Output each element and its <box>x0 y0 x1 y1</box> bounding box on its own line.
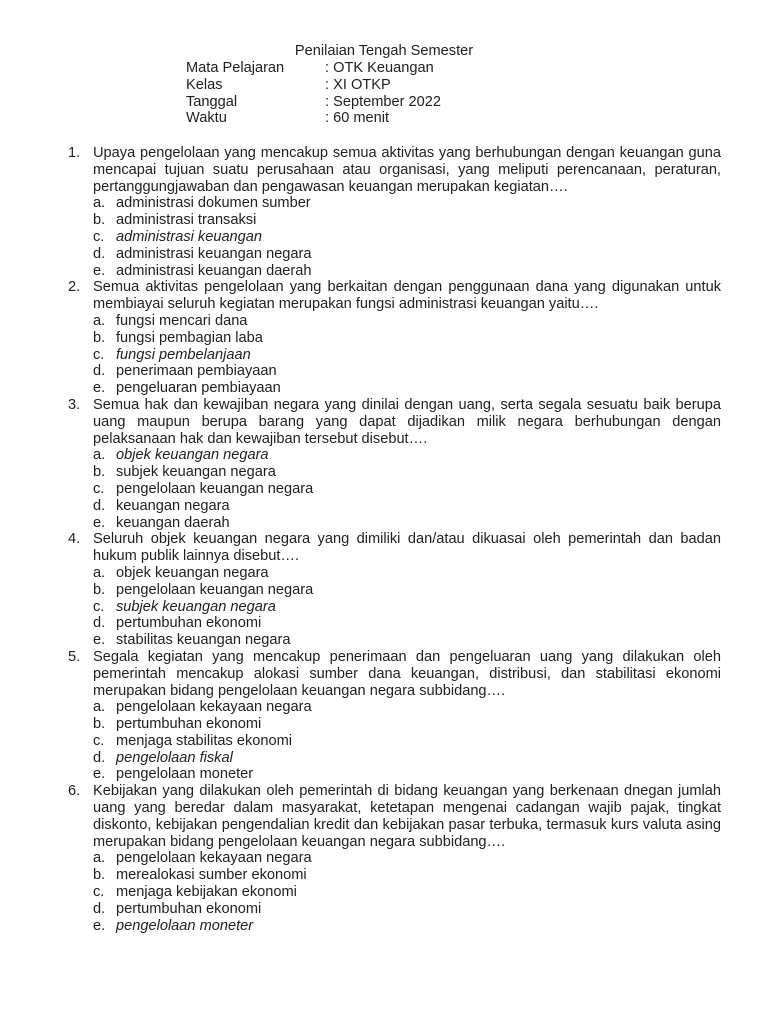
option-text: pertumbuhan ekonomi <box>116 716 262 733</box>
answer-option <box>93 565 721 582</box>
exam-info-row <box>186 110 441 127</box>
option-letter: a. <box>93 195 106 212</box>
option-letter: b. <box>93 716 106 733</box>
option-list <box>93 447 721 531</box>
option-letter: d. <box>93 497 106 514</box>
option-text: administrasi keuangan daerah <box>116 262 312 279</box>
option-list <box>93 195 721 279</box>
answer-option <box>93 766 721 783</box>
answer-option <box>93 632 721 649</box>
option-letter: a. <box>93 447 106 464</box>
question-item <box>68 397 721 531</box>
option-text: administrasi keuangan negara <box>116 245 312 262</box>
option-text: subjek keuangan negara <box>116 464 276 481</box>
option-letter: a. <box>93 564 106 581</box>
option-list <box>93 699 721 783</box>
answer-option <box>93 195 721 212</box>
option-text: fungsi mencari dana <box>116 312 248 329</box>
option-letter: a. <box>93 312 106 329</box>
answer-option <box>93 212 721 229</box>
option-letter: c. <box>93 346 105 363</box>
option-list <box>93 850 721 934</box>
option-letter: c. <box>93 480 105 497</box>
option-text: subjek keuangan negara <box>116 598 276 615</box>
question-text: Segala kegiatan yang mencakup penerimaan dan pengeluaran uang yang dilakukan oleh pemerintah mencakup alokasi sumber dana keuangan, distribusi, dan stabilitasi ekonomi merupakan bidang pengelolaan keuangan negara subbidang…. <box>93 648 721 699</box>
option-text: pertumbuhan ekonomi <box>116 615 262 632</box>
answer-option <box>93 481 721 498</box>
answer-option <box>93 716 721 733</box>
question-number: 3. <box>68 396 81 413</box>
option-text: pengeluaran pembiayaan <box>116 380 281 397</box>
answer-option <box>93 733 721 750</box>
answer-option <box>93 246 721 263</box>
answer-option <box>93 380 721 397</box>
answer-option-marked <box>93 918 721 935</box>
exam-info-value: : 60 menit <box>325 110 390 127</box>
question-item <box>68 649 721 783</box>
option-letter: e. <box>93 380 106 397</box>
question-body <box>93 649 721 783</box>
question-text: Kebijakan yang dilakukan oleh pemerintah di bidang keuangan yang berkenaan dnegan jumlah uang yang beredar dalam masyarakat, ketetapan mengenai cadangan wajib pajak, tingkat diskonto, kebijakan pengendalian kredit dan kebijakan pasar terbuka, termasuk kurs valuta asing merupakan bidang pengelolaan keuangan negara subbidang…. <box>93 783 721 850</box>
answer-option <box>93 615 721 632</box>
exam-info-row <box>186 77 441 94</box>
exam-info-value: : September 2022 <box>325 93 442 110</box>
answer-option <box>93 582 721 599</box>
option-list <box>93 313 721 397</box>
answer-option <box>93 515 721 532</box>
option-text: fungsi pembelanjaan <box>116 346 251 363</box>
exam-info-row <box>186 60 441 77</box>
question-body <box>93 145 721 279</box>
question-text: Upaya pengelolaan yang mencakup semua aktivitas yang berhubungan dengan keuangan guna mencapai tujuan suatu perusahaan atau organisasi, yang meliputi perencanaan, peraturan, pertanggungjawaban dan pengawasan keuangan merupakan kegiatan…. <box>93 145 721 195</box>
option-letter: e. <box>93 766 106 783</box>
option-letter: d. <box>93 615 106 632</box>
option-letter: c. <box>93 598 105 615</box>
option-text: pengelolaan kekayaan negara <box>116 699 312 716</box>
answer-option <box>93 330 721 347</box>
option-text: pengelolaan keuangan negara <box>116 480 314 497</box>
option-letter: c. <box>93 732 105 749</box>
answer-option-marked <box>93 447 721 464</box>
option-text: stabilitas keuangan negara <box>116 632 291 649</box>
option-text: objek keuangan negara <box>116 564 269 581</box>
option-letter: e. <box>93 262 106 279</box>
option-letter: d. <box>93 749 106 766</box>
answer-option-marked <box>93 347 721 364</box>
option-letter: e. <box>93 514 106 531</box>
option-letter: b. <box>93 464 106 481</box>
option-text: pengelolaan moneter <box>116 766 254 783</box>
question-item <box>68 145 721 279</box>
option-letter: b. <box>93 867 106 884</box>
exam-info-label: Kelas <box>186 76 223 93</box>
option-text: penerimaan pembiayaan <box>116 363 277 380</box>
option-text: fungsi pembagian laba <box>116 329 263 346</box>
option-text: pengelolaan kekayaan negara <box>116 850 312 867</box>
answer-option <box>93 464 721 481</box>
option-letter: d. <box>93 245 106 262</box>
answer-option <box>93 699 721 716</box>
exam-info-value: : OTK Keuangan <box>325 60 434 76</box>
option-text: pengelolaan moneter <box>116 917 254 934</box>
question-list <box>68 145 721 934</box>
option-text: pengelolaan fiskal <box>116 749 233 766</box>
answer-option <box>93 901 721 918</box>
exam-info-label: Tanggal <box>186 93 238 110</box>
option-text: keuangan negara <box>116 497 230 514</box>
option-text: administrasi keuangan <box>116 228 263 245</box>
option-letter: b. <box>93 581 106 598</box>
option-letter: e. <box>93 632 106 649</box>
option-letter: a. <box>93 850 106 867</box>
answer-option <box>93 363 721 380</box>
answer-option <box>93 313 721 330</box>
question-item <box>68 279 721 397</box>
question-text: Seluruh objek keuangan negara yang dimiliki dan/atau dikuasai oleh pemerintah dan badan hukum publik lainnya disebut…. <box>93 531 721 565</box>
answer-option-marked <box>93 599 721 616</box>
option-letter: a. <box>93 699 106 716</box>
answer-option <box>93 263 721 280</box>
page-title: Penilaian Tengah Semester <box>294 43 474 59</box>
option-letter: c. <box>93 884 105 901</box>
option-letter: b. <box>93 329 106 346</box>
answer-option <box>93 884 721 901</box>
option-text: keuangan daerah <box>116 514 230 531</box>
question-number: 6. <box>68 783 81 800</box>
option-text: menjaga stabilitas ekonomi <box>116 732 293 749</box>
option-text: menjaga kebijakan ekonomi <box>116 884 297 901</box>
question-text: Semua hak dan kewajiban negara yang dinilai dengan uang, serta segala sesuatu baik berupa uang maupun berupa barang yang dapat dijadikan milik negara berhubungan dengan pelaksanaan hak dan kewajiban tersebut disebut…. <box>93 396 721 447</box>
option-text: administrasi dokumen sumber <box>116 195 311 212</box>
option-text: objek keuangan negara <box>116 447 269 464</box>
question-number: 4. <box>68 531 81 548</box>
question-body <box>93 783 721 934</box>
option-text: pertumbuhan ekonomi <box>116 900 262 917</box>
question-body <box>93 279 721 397</box>
question-number: 2. <box>68 279 81 296</box>
exam-info-label: Mata Pelajaran <box>186 60 285 76</box>
option-text: pengelolaan keuangan negara <box>116 581 314 598</box>
exam-info-label: Waktu <box>186 110 227 127</box>
option-list <box>93 565 721 649</box>
question-item <box>68 531 721 649</box>
option-letter: d. <box>93 363 106 380</box>
option-letter: d. <box>93 900 106 917</box>
option-text: merealokasi sumber ekonomi <box>116 867 307 884</box>
question-body <box>93 397 721 531</box>
question-text: Semua aktivitas pengelolaan yang berkaitan dengan penggunaan dana yang digunakan untuk membiayai seluruh kegiatan merupakan fungsi administrasi keuangan yaitu…. <box>93 279 721 313</box>
answer-option-marked <box>93 229 721 246</box>
option-letter: c. <box>93 228 105 245</box>
answer-option <box>93 498 721 515</box>
answer-option <box>93 850 721 867</box>
answer-option-marked <box>93 750 721 767</box>
question-body <box>93 531 721 649</box>
exam-info-value: : XI OTKP <box>325 76 391 93</box>
answer-option <box>93 867 721 884</box>
option-letter: e. <box>93 917 106 934</box>
question-item <box>68 783 721 934</box>
question-number: 5. <box>68 648 81 665</box>
exam-info-row <box>186 94 441 111</box>
option-letter: b. <box>93 212 106 229</box>
question-number: 1. <box>68 145 81 161</box>
option-text: administrasi transaksi <box>116 212 257 229</box>
exam-info <box>186 60 441 127</box>
